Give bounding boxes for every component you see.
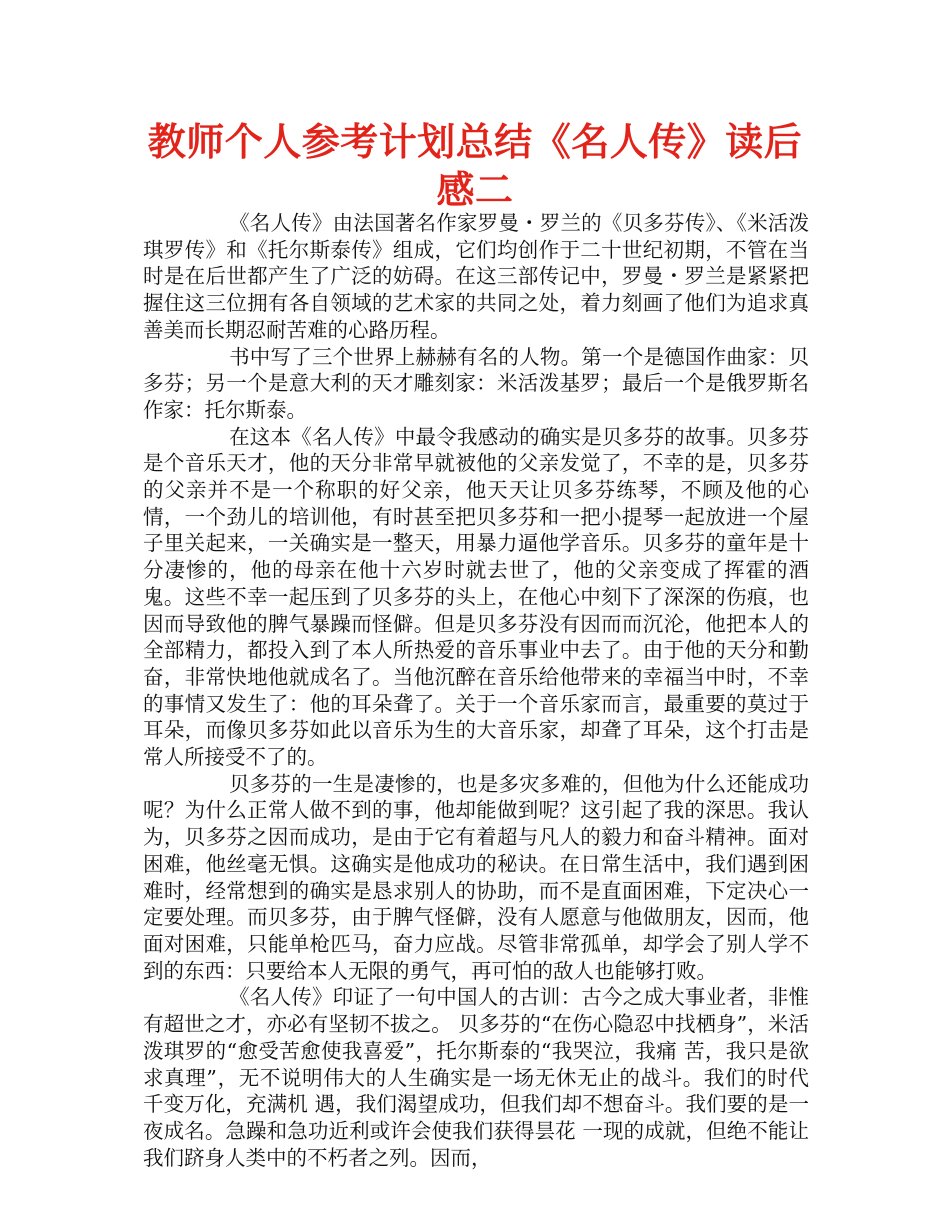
paragraph: 《名人传》印证了一句中国人的古训：古今之成大事业者，非惟有超世之才，亦必有坚韧不拔之。 贝多芬的“在伤心隐忍中找栖身”，米活泼琪罗的“愈受苦愈使我喜爱”，托尔斯泰的“我哭泣，我痛 苦，我只是欲求真理”，无不说明伟大的人生确实是一场无休无止的战斗。我们的时代千变万化，充满机 遇，我们渴望成功，但我们却不想奋斗。我们要的是一夜成名。急躁和急功近利或许会使我们获得昙花 一现的成就，但绝不能让我们跻身人类中的不朽者之列。因而， — [143, 985, 809, 1170]
document-title: 教师个人参考计划总结《名人传》读后感二 — [147, 120, 803, 212]
paragraph: 《名人传》由法国著名作家罗曼・罗兰的《贝多芬传》、《米活泼琪罗传》和《托尔斯泰传》组成，它们均创作于二十世纪初期，不管在当时是在后世都产生了广泛的妨碍。在这三部传记中，罗曼・罗兰是紧紧把握住这三位拥有各自领域的艺术家的共同之处，着力刻画了他们为追求真善美而长期忍耐苦难的心路历程。 — [143, 211, 809, 342]
document-body — [143, 210, 809, 1171]
paragraph: 贝多芬的一生是凄惨的，也是多灾多难的，但他为什么还能成功呢？为什么正常人做不到的事，他却能做到呢？这引起了我的深思。我认为，贝多芬之因而成功，是由于它有着超与凡人的毅力和奋斗精神。面对困难，他丝毫无惧。这确实是他成功的秘诀。在日常生活中，我们遇到困难时，经常想到的确实是恳求别人的协助，而不是直面困难，下定决心一定要处理。而贝多芬，由于脾气怪僻，没有人愿意与他做朋友，因而，他面对困难，只能单枪匹马，奋力应战。尽管非常孤单，却学会了别人学不到的东西：只要给本人无限的勇气，再可怕的敌人也能够打败。 — [143, 771, 809, 983]
paragraph: 在这本《名人传》中最令我感动的确实是贝多芬的故事。贝多芬是个音乐天才，他的天分非常早就被他的父亲发觉了，不幸的是，贝多芬的父亲并不是一个称职的好父亲，他天天让贝多芬练琴，不顾及他的心情，一个劲儿的培训他，有时甚至把贝多芬和一把小提琴一起放进一个屋子里关起来，一关确实是一整天，用暴力逼他学音乐。贝多芬的童年是十分凄惨的，他的母亲在他十六岁时就去世了，他的父亲变成了挥霍的酒鬼。这些不幸一起压到了贝多芬的头上，在他心中刻下了深深的伤痕，也因而导致他的脾气暴躁而怪僻。但是贝多芬没有因而而沉沦，他把本人的全部精力，都投入到了本人所热爱的音乐事业中去了。由于他的天分和勤奋，非常快地他就成名了。当他沉醉在音乐给他带来的幸福当中时，不幸的事情又发生了：他的耳朵聋了。关于一个音乐家而言，最重要的莫过于耳朵，而像贝多芬如此以音乐为生的大音乐家，却聋了耳朵，这个打击是常人所接受不了的。 — [143, 424, 809, 770]
paragraph: 书中写了三个世界上赫赫有名的人物。第一个是德国作曲家：贝多芬；另一个是意大利的天才雕刻家：米活泼基罗；最后一个是俄罗斯名作家：托尔斯泰。 — [143, 344, 809, 422]
